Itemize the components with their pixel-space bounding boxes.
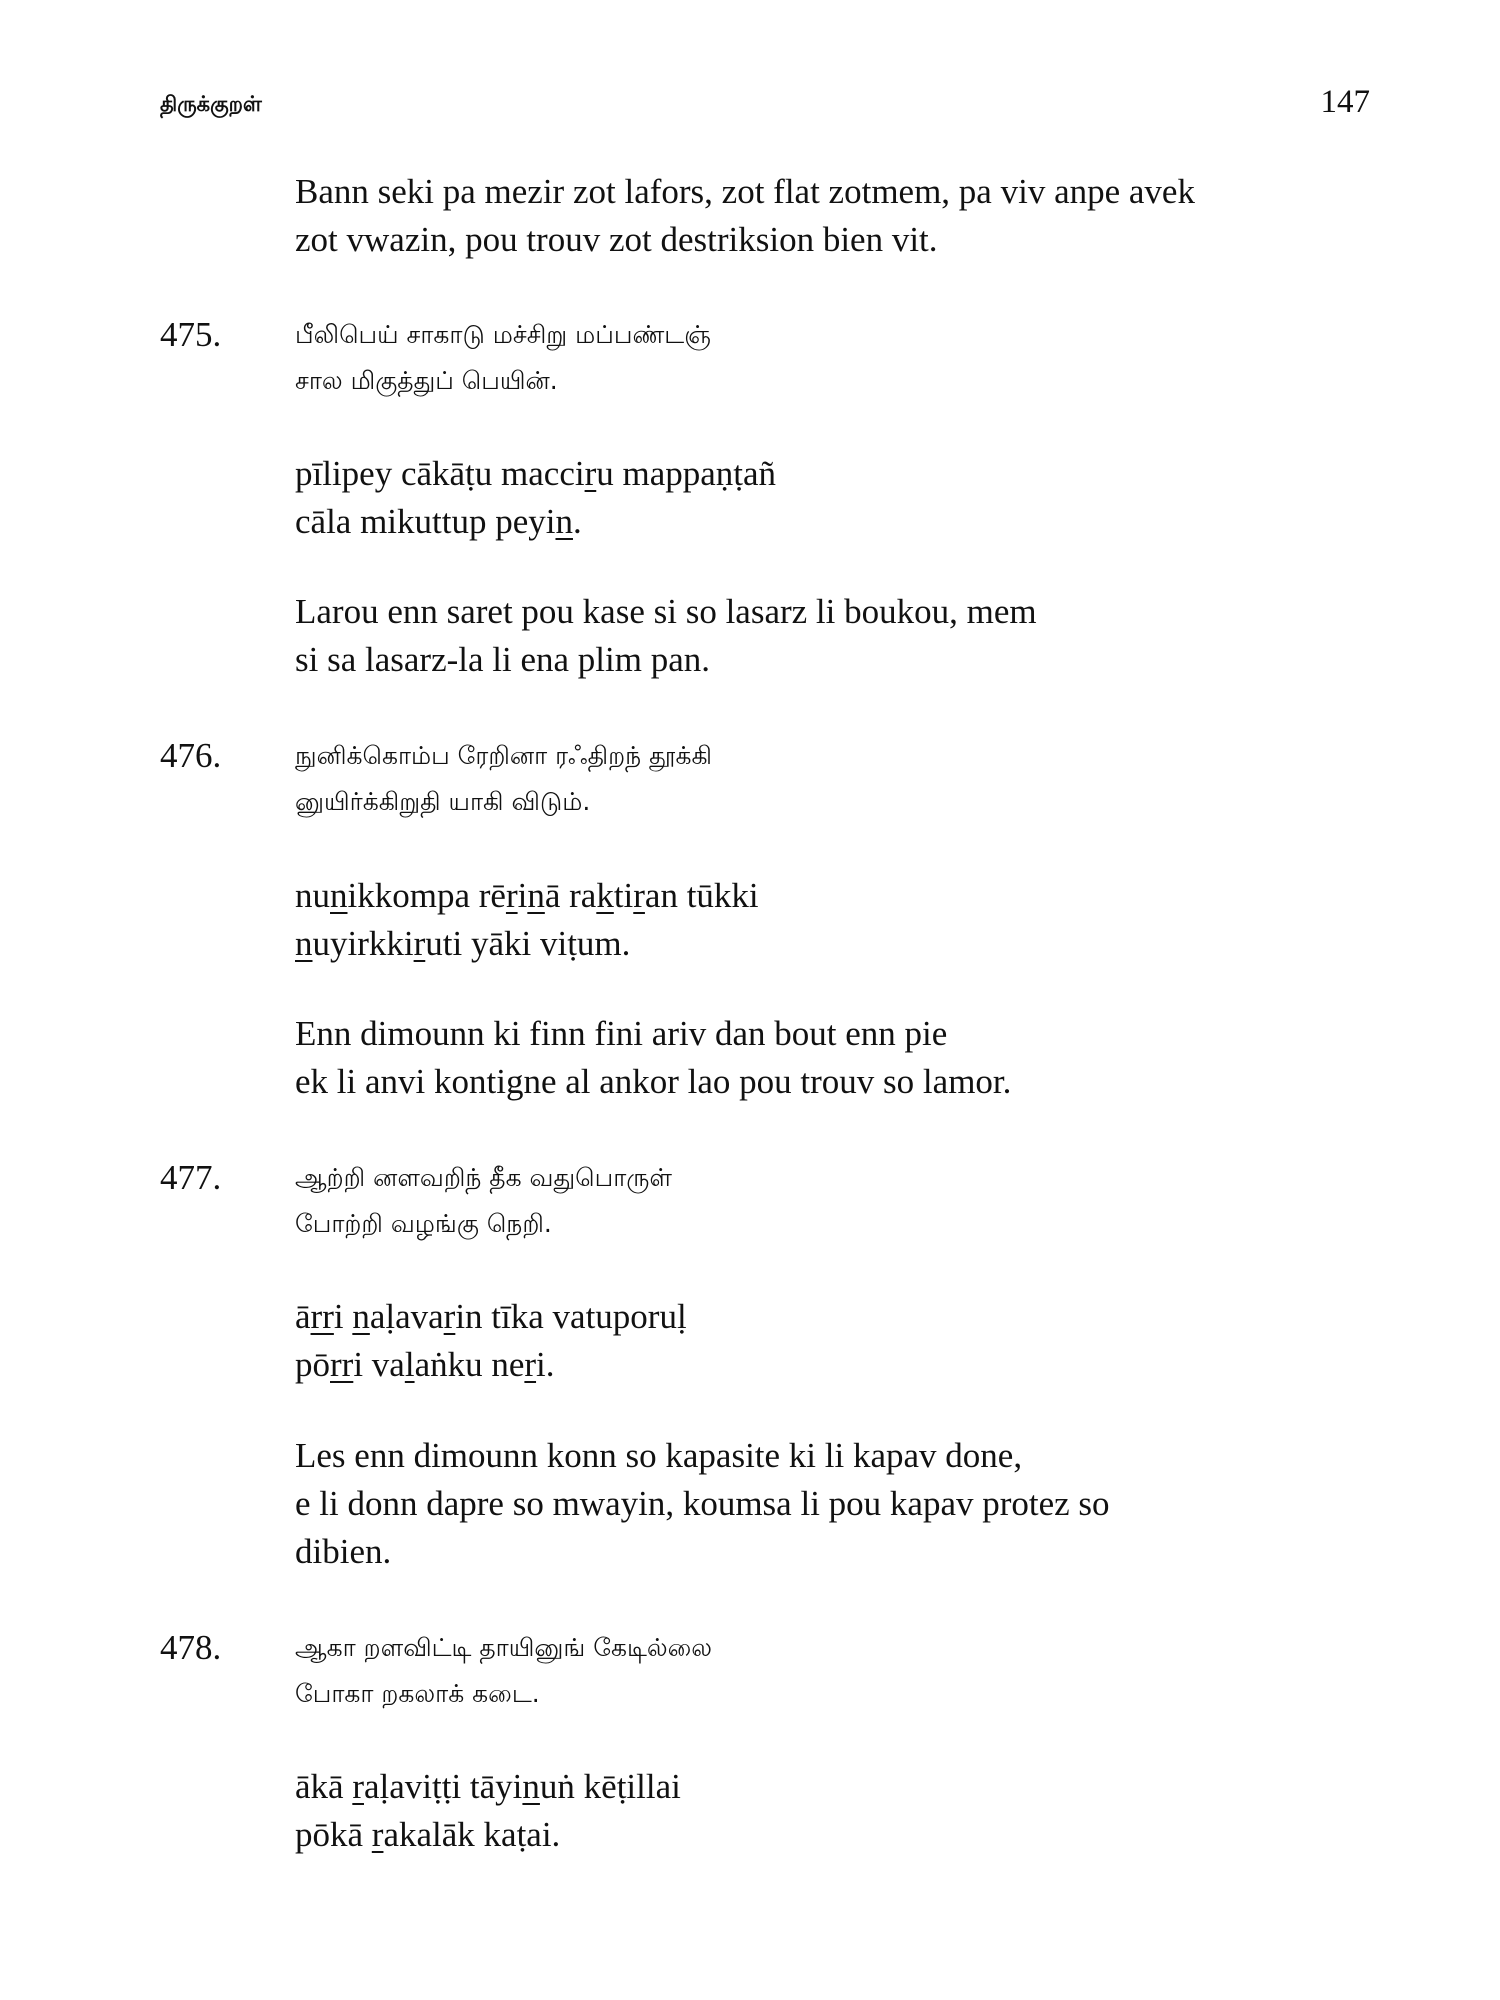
verse-475-transliteration [295,450,1395,546]
verse-475-tamil [295,312,1395,404]
verse-477-transliteration [295,1293,1395,1389]
running-title: திருக்குறள் [160,92,262,116]
translation-line: Enn dimounn ki finn fini ariv dan bout enn pie [295,1014,948,1053]
verse-478-tamil [295,1625,1395,1717]
verse-476-transliteration [295,872,1395,968]
tamil-line: நுனிக்கொம்ப ரேறினா ரஃதிறந் தூக்கி [295,741,712,770]
page-number: 147 [1320,84,1370,120]
verse-number-475: 475. [160,315,222,354]
tamil-line: போகா றகலாக் கடை. [295,1679,540,1708]
tamil-line: பீலிபெய் சாகாடு மச்சிறு மப்பண்டஞ் [295,320,712,349]
transliteration-line: nunikkompa rērinā raktiran tūkki [295,876,759,915]
verse-476-tamil [295,733,1395,825]
tamil-line: ஆற்றி னளவறிந் தீக வதுபொருள் [295,1163,672,1192]
verse-476-translation [295,1010,1395,1106]
intro-line: zot vwazin, pou trouv zot destriksion bien vit. [295,220,938,259]
verse-475-translation [295,588,1395,684]
transliteration-line: pōrri valaṅku neri. [295,1345,555,1384]
verse-478-transliteration [295,1763,1395,1859]
tamil-line: னுயிர்க்கிறுதி யாகி விடும். [295,787,591,816]
translation-line: Les enn dimounn konn so kapasite ki li kapav done, [295,1436,1023,1475]
tamil-line: ஆகா றளவிட்டி தாயினுங் கேடில்லை [295,1633,713,1662]
translation-line: dibien. [295,1532,392,1571]
transliteration-line: nuyirkkiruti yāki viṭum. [295,924,631,963]
intro-translation [295,168,1395,264]
translation-line: Larou enn saret pou kase si so lasarz li boukou, mem [295,592,1037,631]
tamil-line: சால மிகுத்துப் பெயின். [295,366,558,395]
translation-line: si sa lasarz-la li ena plim pan. [295,640,710,679]
transliteration-line: cāla mikuttup peyin. [295,502,582,541]
transliteration-line: pīlipey cākāṭu macciru mappaṇṭañ [295,454,777,493]
transliteration-line: ārri naḷavarin tīka vatuporuḷ [295,1297,687,1336]
verse-number-477: 477. [160,1158,222,1197]
verse-number-478: 478. [160,1628,222,1667]
verse-number-476: 476. [160,736,222,775]
verse-477-translation [295,1432,1395,1576]
transliteration-line: pōkā rakalāk kaṭai. [295,1815,561,1854]
tamil-line: போற்றி வழங்கு நெறி. [295,1209,552,1238]
verse-477-tamil [295,1155,1395,1247]
translation-line: e li donn dapre so mwayin, koumsa li pou kapav protez so [295,1484,1110,1523]
intro-line: Bann seki pa mezir zot lafors, zot flat zotmem, pa viv anpe avek [295,172,1195,211]
transliteration-line: ākā raḷaviṭṭi tāyinuṅ kēṭillai [295,1767,681,1806]
translation-line: ek li anvi kontigne al ankor lao pou trouv so lamor. [295,1062,1012,1101]
